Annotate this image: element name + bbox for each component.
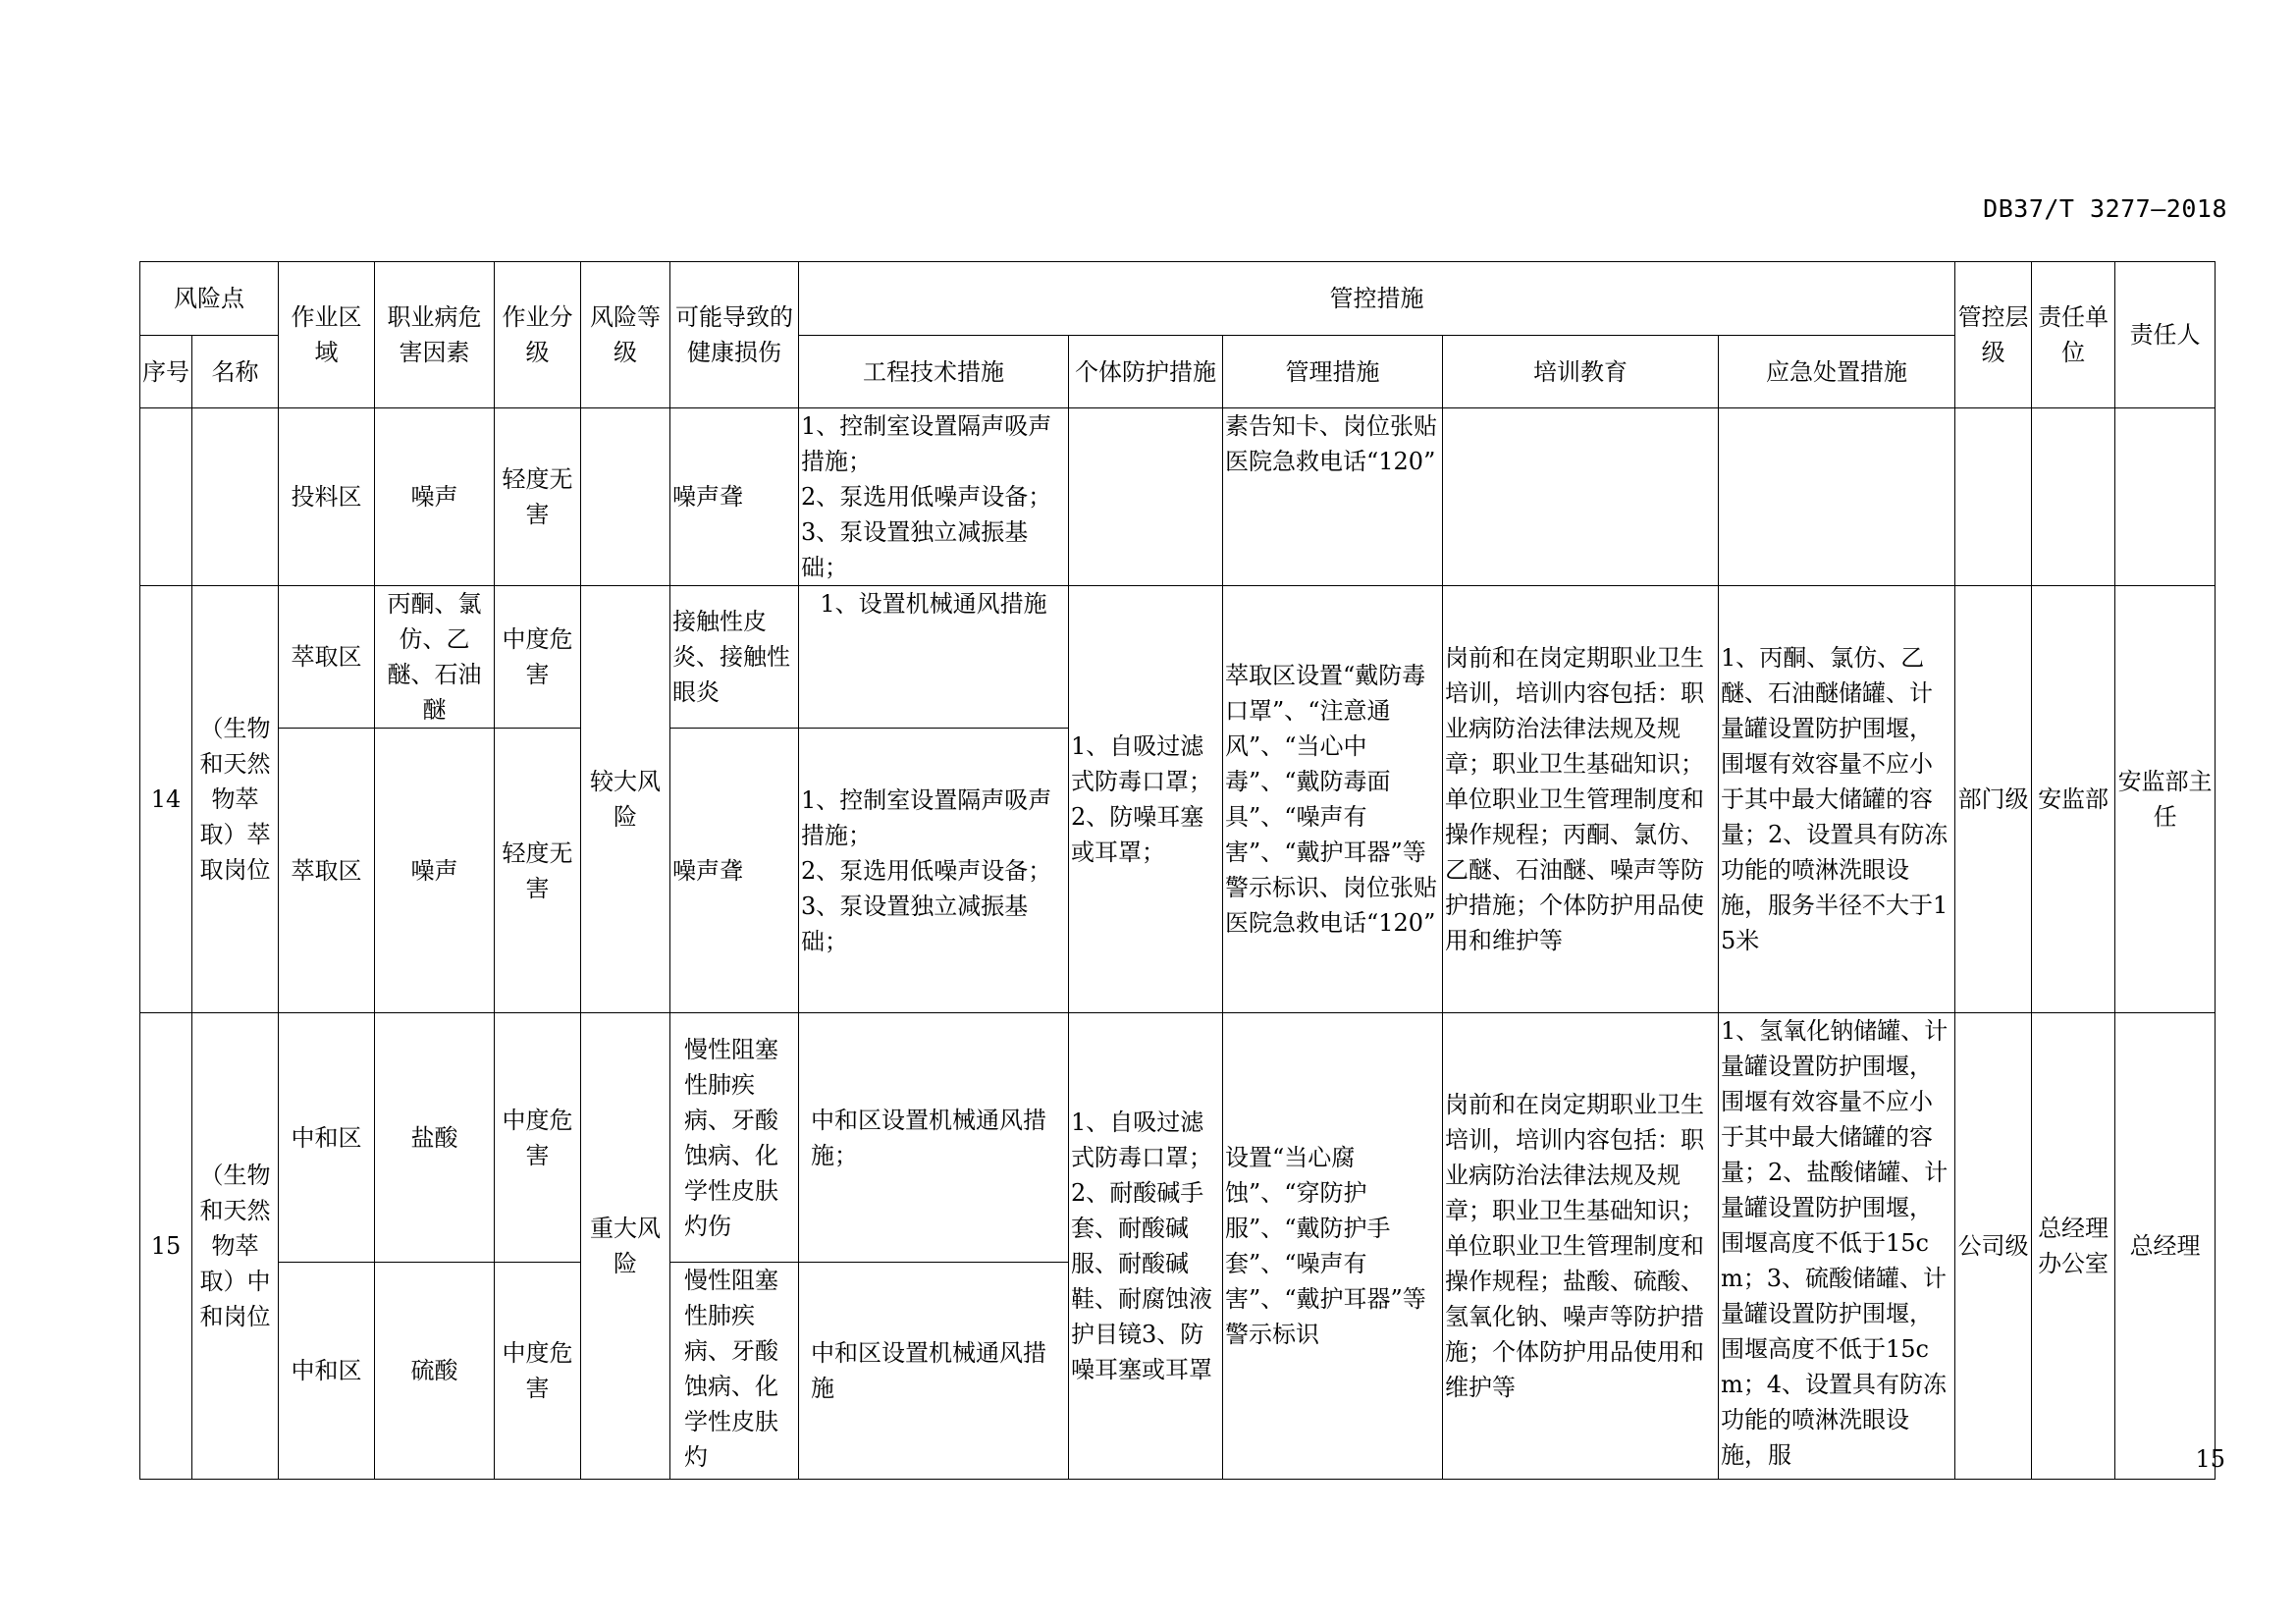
work-area-cell: 萃取区 [279, 729, 375, 1013]
header-seq: 序号 [140, 336, 192, 408]
hazard-cell: 噪声 [375, 408, 495, 586]
document-code: DB37/T 3277—2018 [1983, 194, 2227, 223]
header-management: 管理措施 [1223, 336, 1443, 408]
engineering-item: 3、泵设置独立减振基础； [801, 518, 1029, 581]
header-engineering: 工程技术措施 [799, 336, 1069, 408]
unit-cell [2032, 408, 2115, 586]
work-area-cell: 中和区 [279, 1013, 375, 1263]
table-row [140, 586, 2216, 729]
grade-cell: 轻度无害 [495, 729, 581, 1013]
work-area-cell: 投料区 [279, 408, 375, 586]
header-work-area: 作业区域 [279, 262, 375, 408]
work-area-cell: 萃取区 [279, 586, 375, 729]
table-row [140, 1013, 2216, 1263]
damage-cell: 慢性阻塞性肺疾病、牙酸蚀病、化学性皮肤灼 [670, 1263, 799, 1480]
management-cell: 素告知卡、岗位张贴医院急救电话“120” [1223, 408, 1443, 586]
risk-level-cell: 较大风险 [581, 586, 670, 1013]
management-cell: 设置“当心腐蚀”、“穿防护服”、“戴防护手套”、“噪声有害”、“戴护耳器”等警示标识 [1223, 1013, 1443, 1480]
engineering-cell [799, 408, 1069, 586]
damage-cell: 噪声聋 [670, 729, 799, 1013]
header-responsible-unit: 责任单位 [2032, 262, 2115, 408]
header-health-damage: 可能导致的健康损伤 [670, 262, 799, 408]
engineering-item: 1、控制室设置隔声吸声措施； [801, 785, 1052, 849]
person-cell: 安监部主任 [2115, 586, 2216, 1013]
training-cell: 岗前和在岗定期职业卫生培训，培训内容包括：职业病防治法律法规及规章；职业卫生基础知识；单位职业卫生管理制度和操作规程；盐酸、硫酸、氢氧化钠、噪声等防护措施；个体防护用品使用和维护等 [1443, 1013, 1719, 1480]
damage-cell: 接触性皮炎、接触性眼炎 [670, 586, 799, 729]
header-responsible-person: 责任人 [2115, 262, 2216, 408]
name-cell: （生物和天然物萃取）萃取岗位 [192, 586, 279, 1013]
grade-cell: 中度危害 [495, 1013, 581, 1263]
person-cell: 总经理 [2115, 1013, 2216, 1480]
control-level-cell: 部门级 [1955, 586, 2032, 1013]
engineering-cell: 中和区设置机械通风措施； [799, 1013, 1069, 1263]
control-level-cell: 公司级 [1955, 1013, 2032, 1480]
name-cell [192, 408, 279, 586]
hazard-cell: 丙酮、氯仿、乙醚、石油醚 [375, 586, 495, 729]
engineering-cell: 中和区设置机械通风措施 [799, 1263, 1069, 1480]
header-risk-level: 风险等级 [581, 262, 670, 408]
grade-cell: 轻度无害 [495, 408, 581, 586]
engineering-item: 2、泵选用低噪声设备； [801, 856, 1052, 885]
person-cell [2115, 408, 2216, 586]
header-name: 名称 [192, 336, 279, 408]
header-emergency: 应急处置措施 [1719, 336, 1955, 408]
seq-cell: 14 [140, 586, 192, 1013]
damage-cell: 慢性阻塞性肺疾病、牙酸蚀病、化学性皮肤灼伤 [670, 1013, 799, 1263]
emergency-cell: 1、丙酮、氯仿、乙醚、石油醚储罐、计量罐设置防护围堰，围堰有效容量不应小于其中最大储罐的容量；2、设置具有防冻功能的喷淋洗眼设施，服务半径不大于15米 [1719, 586, 1955, 1013]
emergency-cell [1719, 408, 1955, 586]
risk-level-cell [581, 408, 670, 586]
name-cell: （生物和天然物萃取）中和岗位 [192, 1013, 279, 1480]
work-area-cell: 中和区 [279, 1263, 375, 1480]
management-cell: 萃取区设置“戴防毒口罩”、“注意通风”、“当心中毒”、“戴防毒面具”、“噪声有害”、“戴护耳器”等警示标识、岗位张贴医院急救电话“120” [1223, 586, 1443, 1013]
hazard-cell: 硫酸 [375, 1263, 495, 1480]
emergency-cell: 1、氢氧化钠储罐、计量罐设置防护围堰，围堰有效容量不应小于其中最大储罐的容量；2、盐酸储罐、计量罐设置防护围堰，围堰高度不低于15cm；3、硫酸储罐、计量罐设置防护围堰，围堰高度不低于15cm；4、设置具有防冻功能的喷淋洗眼设施，服 [1719, 1013, 1955, 1480]
engineering-item: 3、泵设置独立减振基础； [801, 892, 1029, 955]
engineering-cell: 1、设置机械通风措施 [799, 586, 1069, 729]
seq-cell: 15 [140, 1013, 192, 1480]
ppe-cell [1069, 408, 1223, 586]
unit-cell: 安监部 [2032, 586, 2115, 1013]
ppe-cell: 1、自吸过滤式防毒口罩；2、防噪耳塞或耳罩； [1069, 586, 1223, 1013]
engineering-cell [799, 729, 1069, 1013]
training-cell [1443, 408, 1719, 586]
seq-cell [140, 408, 192, 586]
engineering-item: 2、泵选用低噪声设备； [801, 483, 1052, 511]
ppe-cell: 1、自吸过滤式防毒口罩；2、耐酸碱手套、耐酸碱服、耐酸碱鞋、耐腐蚀液护目镜3、防噪耳塞或耳罩 [1069, 1013, 1223, 1480]
training-cell: 岗前和在岗定期职业卫生培训，培训内容包括：职业病防治法律法规及规章；职业卫生基础知识；单位职业卫生管理制度和操作规程；丙酮、氯仿、乙醚、石油醚、噪声等防护措施；个体防护用品使用和维护等 [1443, 586, 1719, 1013]
hazard-cell: 噪声 [375, 729, 495, 1013]
header-work-grade: 作业分级 [495, 262, 581, 408]
header-control-level: 管控层级 [1955, 262, 2032, 408]
header-control-measures: 管控措施 [799, 262, 1955, 336]
header-training: 培训教育 [1443, 336, 1719, 408]
unit-cell: 总经理办公室 [2032, 1013, 2115, 1480]
page-number: 15 [2195, 1445, 2225, 1473]
risk-control-table [139, 261, 2216, 1480]
grade-cell: 中度危害 [495, 1263, 581, 1480]
header-hazard-factor: 职业病危害因素 [375, 262, 495, 408]
header-ppe: 个体防护措施 [1069, 336, 1223, 408]
engineering-item: 1、控制室设置隔声吸声措施； [801, 412, 1052, 475]
header-risk-point: 风险点 [140, 262, 279, 336]
hazard-cell: 盐酸 [375, 1013, 495, 1263]
control-level-cell [1955, 408, 2032, 586]
table-row [140, 408, 2216, 586]
risk-level-cell: 重大风险 [581, 1013, 670, 1480]
table-header-row [140, 262, 2216, 336]
grade-cell: 中度危害 [495, 586, 581, 729]
damage-cell: 噪声聋 [670, 408, 799, 586]
